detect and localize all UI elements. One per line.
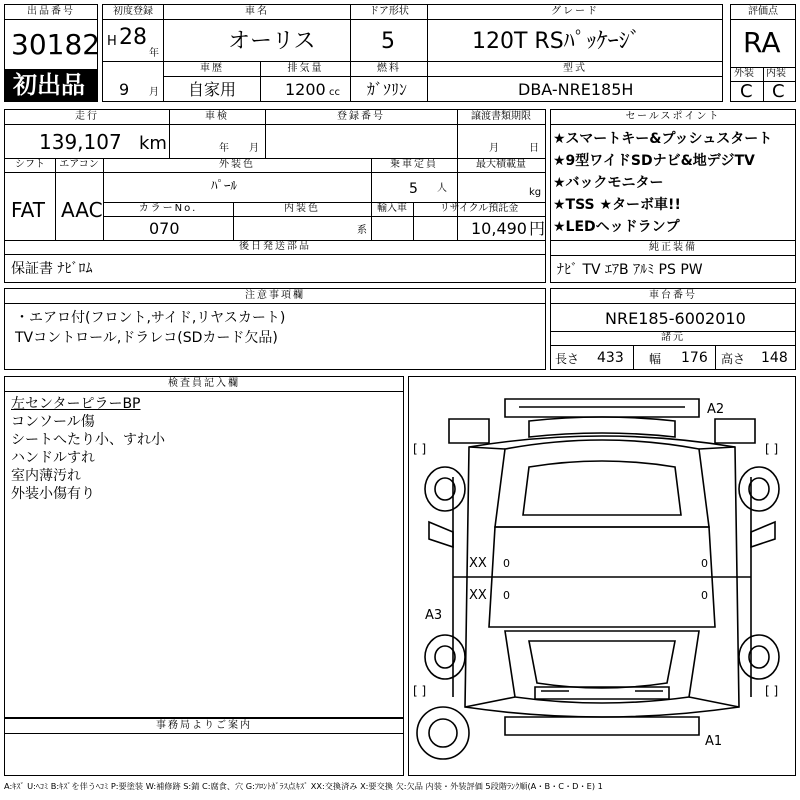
month-box <box>102 61 164 102</box>
score-box <box>730 4 796 102</box>
later-parts-value: 保証書 ﾅﾋﾞﾛﾑ <box>11 261 93 277</box>
color-no-label: カラーNo. <box>103 202 233 217</box>
color-no-value: 070 <box>149 219 180 238</box>
bracket-right-front: [ ] <box>765 442 779 456</box>
registration-year: 28 <box>119 25 147 50</box>
inspector-line: シートへたり小、すれ小 <box>11 432 165 448</box>
selling-point-item: ★9型ワイドSDナビ&地デジTV <box>553 153 755 169</box>
shift-value: FAT <box>11 198 46 222</box>
history-value: 自家用 <box>188 80 237 99</box>
car-name-label: 車名 <box>164 5 350 20</box>
selling-point-item: ★TSS ★ターボ車!! <box>553 197 681 213</box>
exterior-score: C <box>740 81 753 102</box>
ext-color-value: ﾊﾟｰﾙ <box>211 179 237 194</box>
car-name: オーリス <box>228 29 316 54</box>
inspector-line: コンソール傷 <box>11 414 95 430</box>
car-diagram <box>409 377 795 775</box>
first-registration-label: 初度登録 <box>103 5 163 20</box>
door-count: 5 <box>381 29 395 54</box>
exterior-score-label: 外装 <box>734 68 754 79</box>
reg-no-label: 登録番号 <box>265 110 457 125</box>
bracket-left-front: [ ] <box>413 442 427 456</box>
later-parts-label: 後日発送部品 <box>5 240 545 255</box>
width-value: 176 <box>681 350 708 366</box>
mileage-label: 走行 <box>5 110 169 125</box>
damage-code-a1: A1 <box>705 734 723 749</box>
first-registration-box <box>102 4 164 62</box>
bracket-left-rear: [ ] <box>413 684 427 698</box>
displacement-value: 1200 <box>285 80 326 99</box>
legend: A:ｷｽﾞ U:ﾍｺﾐ B:ｷｽﾞを伴うﾍｺﾐ P:要塗装 W:補修跡 S:錆 C:腐食、穴 G:ﾌﾛﾝﾄｶﾞﾗｽ点ｷｽﾞ XX:交換済み X:要交換 欠:欠品 内装・外装評価 5段階ﾗﾝｸ順(A・B・C・D・E) 1 <box>4 781 603 791</box>
registration-year-unit: 年 <box>149 48 159 59</box>
interior-score: C <box>772 81 785 102</box>
equipment-value: ﾅﾋﾞ TV ｴｱB ｱﾙﾐ PS PW <box>557 262 703 278</box>
ext-color-label: 外装色 <box>103 158 371 173</box>
width-label: 幅 <box>649 352 662 366</box>
bracket-right-rear: [ ] <box>765 684 779 698</box>
recycle-label: リサイクル預託金 <box>413 202 545 217</box>
import-label: 輸入車 <box>371 202 413 217</box>
height-label: 高さ <box>721 352 746 366</box>
capacity-label: 乗車定員 <box>371 158 457 173</box>
model-code-box <box>427 61 723 102</box>
capacity-value: 5 <box>409 181 418 197</box>
model-code: DBA-NRE185H <box>518 80 634 99</box>
office-label: 事務局よりご案内 <box>5 719 403 734</box>
grade-label: グレード <box>428 5 722 20</box>
history-label: 車歴 <box>164 62 260 77</box>
notes-line: ・エアロ付(フロント,サイド,リヤスカート) <box>15 310 286 326</box>
int-color-label: 内装色 <box>233 202 371 217</box>
inspector-line: ハンドルすれ <box>11 450 95 466</box>
registration-month: 9 <box>119 80 130 99</box>
inspector-line: 左センターピラーBP <box>11 396 141 412</box>
selling-points-box <box>550 109 796 241</box>
height-value: 148 <box>761 350 788 366</box>
length-value: 433 <box>597 350 624 366</box>
transfer-month-unit: 月 <box>489 143 499 154</box>
max-load-unit: kg <box>529 187 542 198</box>
selling-point-item: ★バックモニター <box>553 175 664 191</box>
history-box <box>163 61 261 102</box>
mileage-value: 139,107 <box>39 130 122 154</box>
displacement-label: 排気量 <box>261 62 350 77</box>
inspection-year-unit: 年 <box>219 143 229 154</box>
chassis-label: 車台番号 <box>551 289 795 304</box>
zero-mark: 0 <box>701 557 708 570</box>
selling-point-item: ★LEDヘッドランプ <box>553 219 680 235</box>
shift-label: シフト <box>5 158 55 173</box>
exchanged-code: XX <box>469 588 487 603</box>
selling-points-label: セールスポイント <box>551 110 795 125</box>
inspector-label: 検査員記入欄 <box>5 377 403 392</box>
int-color-unit: 系 <box>357 225 367 236</box>
vehicle-info-box <box>4 109 546 283</box>
zero-mark: 0 <box>503 557 510 570</box>
aircon-label: エアコン <box>55 158 103 173</box>
notes-label: 注意事項欄 <box>5 289 545 304</box>
capacity-unit: 人 <box>437 183 447 194</box>
score-label: 評価点 <box>731 5 795 20</box>
interior-score-label: 内装 <box>766 68 786 79</box>
fuel-value: ｶﾞｿﾘﾝ <box>367 80 408 99</box>
lot-box <box>4 4 101 102</box>
zero-mark: 0 <box>701 589 708 602</box>
grade: 120T RSﾊﾟｯｹｰｼﾞ <box>472 29 641 54</box>
aircon-value: AAC <box>61 198 103 222</box>
grade-box <box>427 4 723 62</box>
zero-mark: 0 <box>503 589 510 602</box>
registration-month-unit: 月 <box>149 87 159 98</box>
notes-box <box>4 288 546 370</box>
mileage-unit: km <box>139 133 167 154</box>
car-name-box <box>163 4 351 62</box>
door-label: ドア形状 <box>351 5 427 20</box>
era: H <box>107 34 117 49</box>
office-box <box>4 718 404 776</box>
first-listing-badge-text: 初出品 <box>13 71 85 99</box>
displacement-unit: cc <box>329 87 340 98</box>
transfer-label: 譲渡書類期限 <box>457 110 545 125</box>
specs-label: 諸元 <box>551 331 795 346</box>
damage-code-a3: A3 <box>425 608 443 623</box>
model-code-label: 型式 <box>428 62 722 77</box>
transfer-day-unit: 日 <box>529 143 539 154</box>
notes-line: TVコントロール,ドラレコ(SDカード欠品) <box>15 330 278 346</box>
equipment-label: 純正装備 <box>551 241 795 256</box>
lot-number: 30182 <box>11 28 101 61</box>
inspection-month-unit: 月 <box>249 143 259 154</box>
fuel-label: 燃料 <box>351 62 427 77</box>
length-label: 長さ <box>555 352 580 366</box>
damage-code-a2: A2 <box>707 402 725 417</box>
inspector-line: 室内薄汚れ <box>11 468 81 484</box>
max-load-label: 最大積載量 <box>457 158 545 173</box>
inspector-box <box>4 376 404 718</box>
recycle-value: 10,490 <box>471 219 527 238</box>
door-box <box>350 4 428 62</box>
selling-point-item: ★スマートキー&プッシュスタート <box>553 131 773 147</box>
displacement-box <box>260 61 351 102</box>
damage-diagram-box <box>408 376 796 776</box>
fuel-box <box>350 61 428 102</box>
inspector-line: 外装小傷有り <box>11 486 95 502</box>
equipment-box <box>550 240 796 283</box>
overall-score: RA <box>743 26 781 59</box>
inspection-label: 車検 <box>169 110 265 125</box>
lot-label: 出品番号 <box>5 5 97 20</box>
exchanged-code: XX <box>469 556 487 571</box>
chassis-number: NRE185-6002010 <box>605 309 746 328</box>
chassis-box <box>550 288 796 370</box>
recycle-unit: 円 <box>529 219 546 238</box>
